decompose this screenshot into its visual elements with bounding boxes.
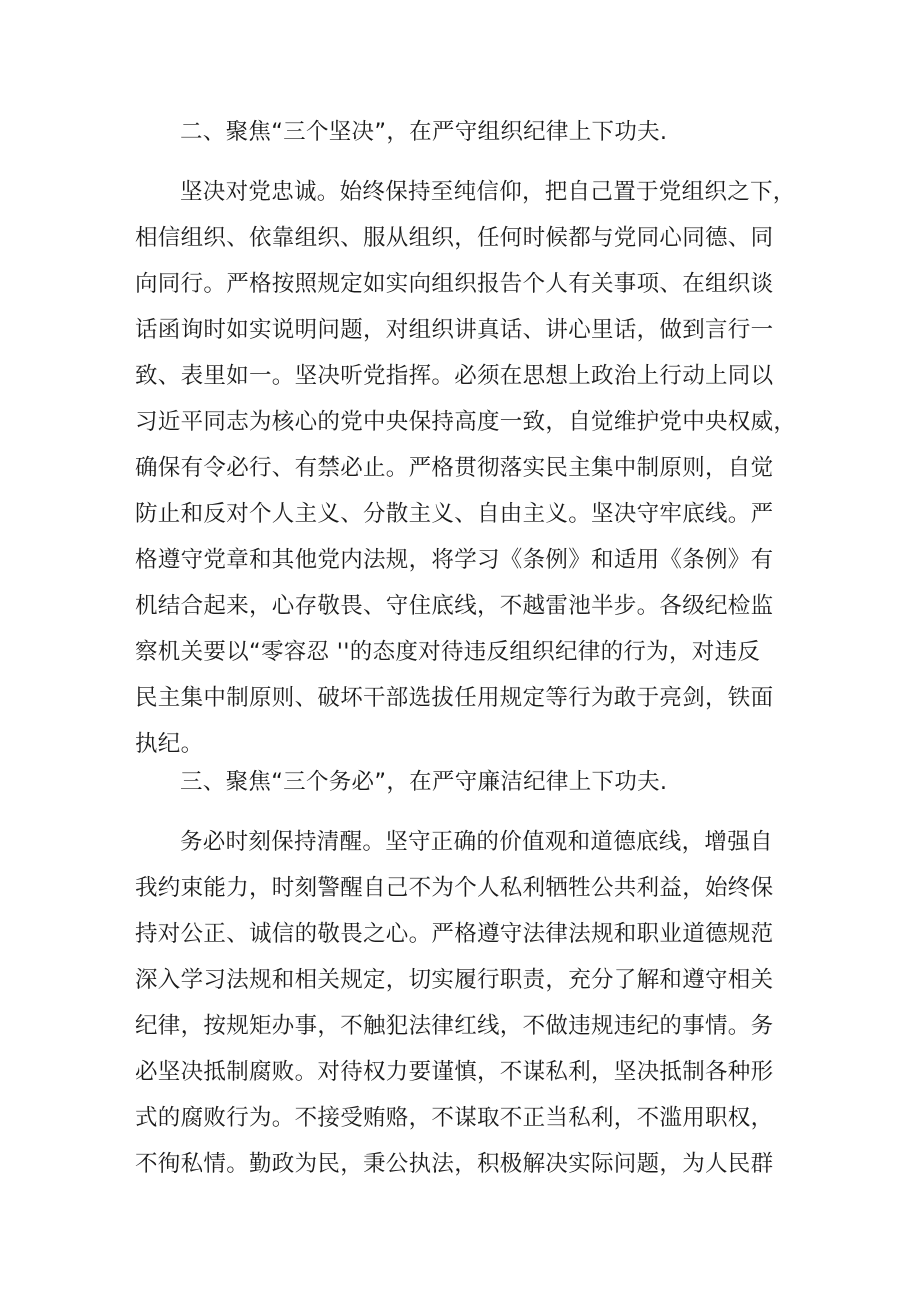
paragraph-line: 格遵守党章和其他党内法规，将学习《条例》和适用《条例》有 (135, 547, 774, 573)
paragraph-line: 机结合起来，心存敬畏、守住底线，不越雷池半步。各级纪检监 (135, 593, 774, 619)
paragraph-line: 不徇私情。勤政为民，秉公执法，积极解决实际问题，为人民群 (135, 1151, 774, 1177)
paragraph-line: 必坚决抵制腐败。对待权力要谨慎，不谋私利，坚决抵制各种形 (135, 1059, 774, 1085)
paragraph-line: 话函询时如实说明问题，对组织讲真话、讲心里话，做到言行一 (135, 317, 774, 343)
paragraph-line: 务必时刻保持清醒。坚守正确的价值观和道德底线，增强自 (180, 829, 773, 855)
paragraph-line: 防止和反对个人主义、分散主义、自由主义。坚决守牢底线。严 (135, 501, 774, 527)
paragraph-line: 相信组织、依靠组织、服从组织，任何时候都与党同心同德、同 (135, 225, 774, 251)
paragraph-line: 习近平同志为核心的党中央保持高度一致，自觉维护党中央权威， (135, 409, 797, 435)
paragraph-line: 执纪。 (135, 731, 204, 757)
paragraph-line: 确保有令必行、有禁必止。严格贯彻落实民主集中制原则，自觉 (135, 455, 774, 481)
paragraph-line: 察机关要以“零容忍 ''的态度对待违反组织纪律的行为，对违反 (135, 639, 761, 665)
section-heading-integrity-discipline: 三、聚焦“三个务必”，在严守廉洁纪律上下功夫. (180, 769, 668, 795)
paragraph-line: 坚决对党忠诚。始终保持至纯信仰，把自己置于党组织之下， (180, 179, 796, 205)
section-heading-organization-discipline: 二、聚焦“三个坚决”，在严守组织纪律上下功夫. (180, 119, 668, 145)
paragraph-line: 民主集中制原则、破坏干部选拔任用规定等行为敢于亮剑，铁面 (135, 685, 774, 711)
paragraph-line: 向同行。严格按照规定如实向组织报告个人有关事项、在组织谈 (135, 271, 774, 297)
paragraph-line: 纪律，按规矩办事，不触犯法律红线，不做违规违纪的事情。务 (135, 1013, 774, 1039)
paragraph-line: 我约束能力，时刻警醒自己不为个人私利牺牲公共利益，始终保 (135, 875, 774, 901)
paragraph-line: 致、表里如一。坚决听党指挥。必须在思想上政治上行动上同以 (135, 363, 774, 389)
paragraph-line: 深入学习法规和相关规定，切实履行职责，充分了解和遵守相关 (135, 967, 774, 993)
paragraph-line: 持对公正、诚信的敬畏之心。严格遵守法律法规和职业道德规范 (135, 921, 774, 947)
paragraph-line: 式的腐败行为。不接受贿赂，不谋取不正当私利，不滥用职权， (135, 1105, 774, 1131)
